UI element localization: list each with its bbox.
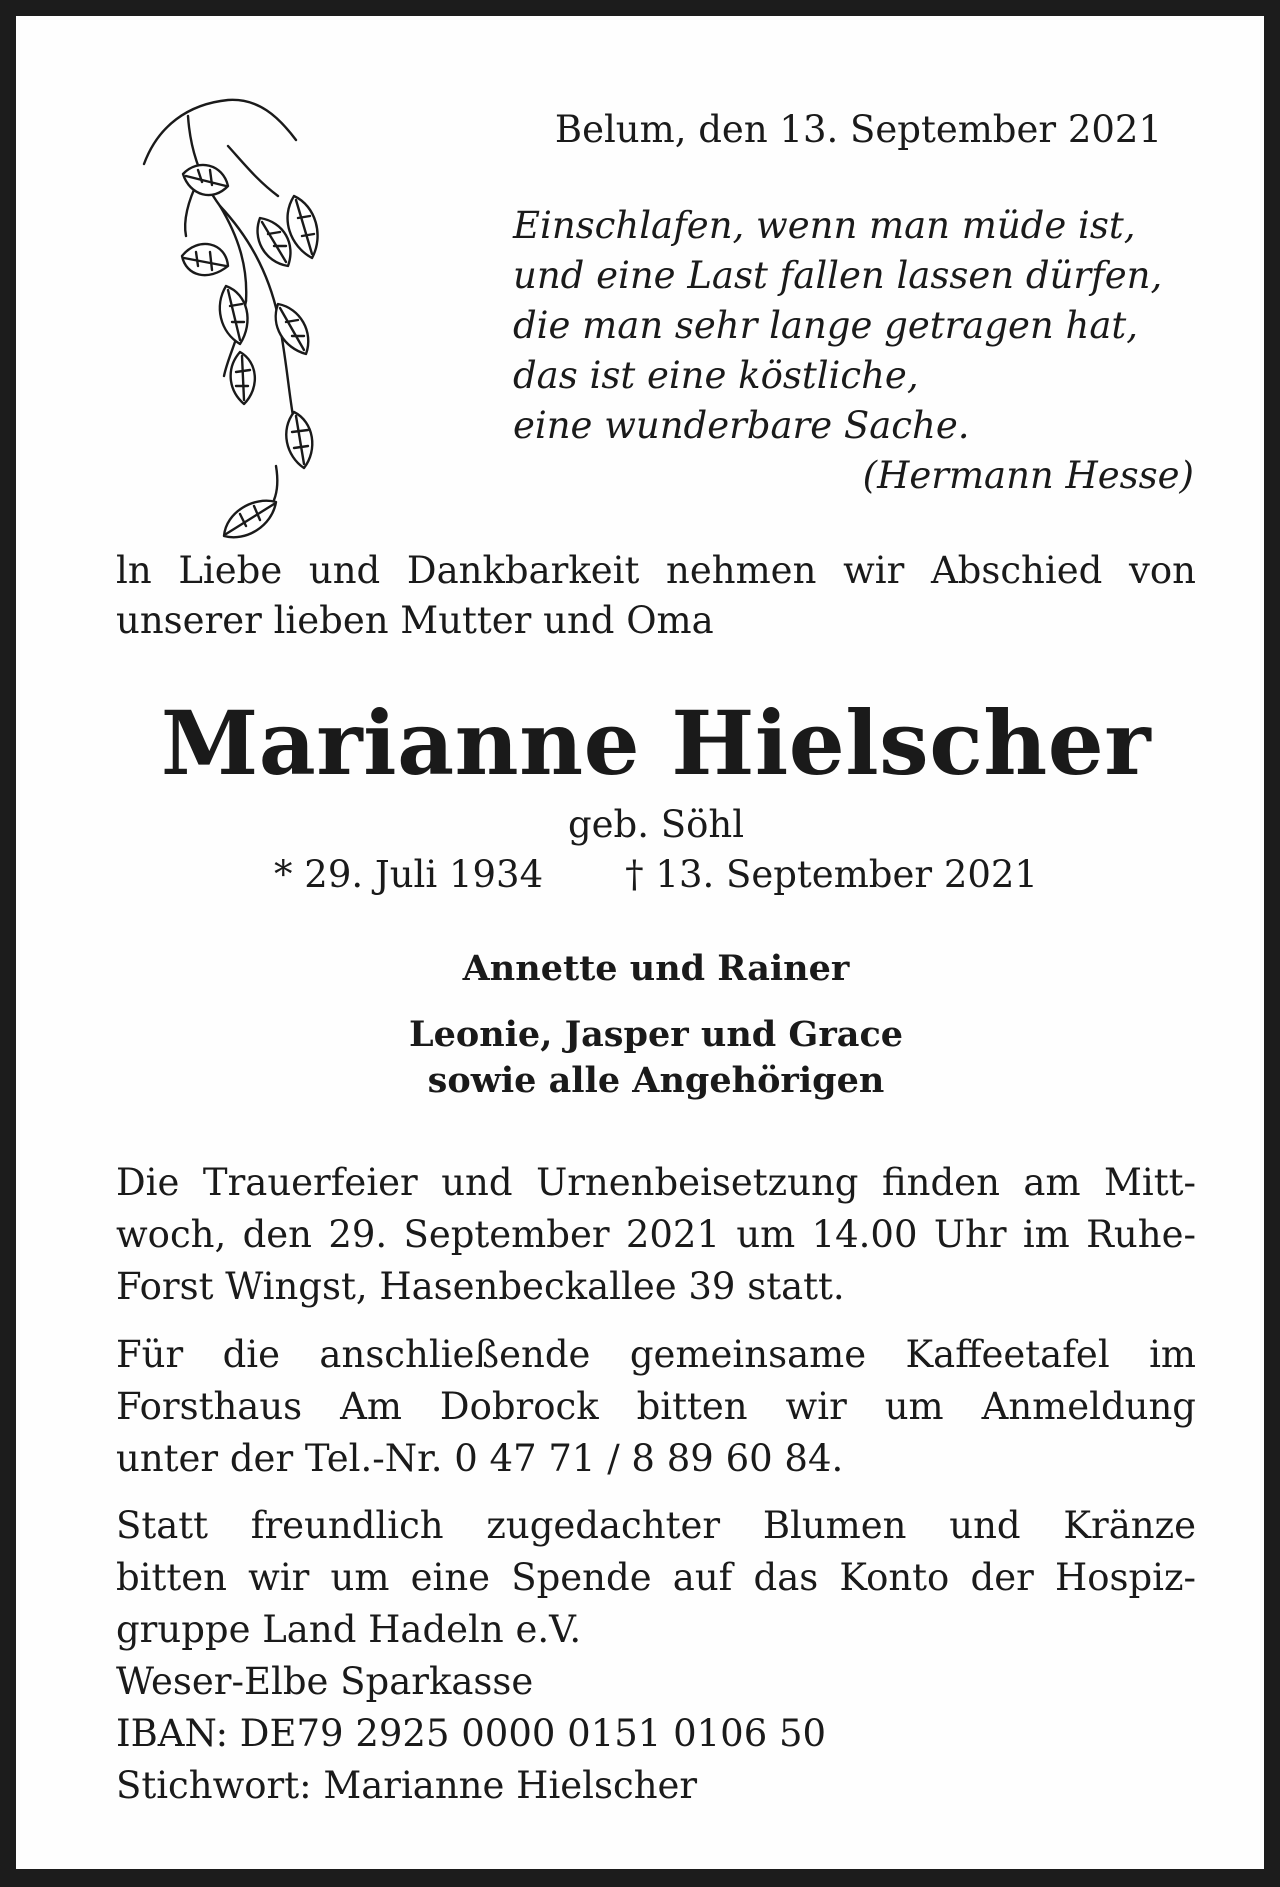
poem-line: und eine Last fallen lassen dürfen,: [513, 254, 1163, 297]
poem-line: das ist eine köstliche,: [513, 354, 919, 397]
mourner-line: sowie alle Angehörigen: [427, 1060, 885, 1101]
poem-line: Einschlafen, wenn man müde ist,: [513, 204, 1136, 247]
poem-line: die man sehr lange getragen hat,: [513, 304, 1139, 347]
poem: [513, 201, 1194, 501]
donation-line: Statt freundlich zugedachter Blumen und Kränze: [116, 1504, 1196, 1547]
donation-paragraph: [116, 1500, 1196, 1812]
coffee-paragraph: [116, 1329, 1196, 1485]
donation-keyword: Stichwort: Marianne Hielscher: [116, 1764, 698, 1807]
life-dates: [16, 852, 1280, 898]
coffee-line: unter der Tel.-Nr. 0 47 71 / 8 89 60 84.: [116, 1437, 844, 1480]
mourner-line: Leonie, Jasper und Grace: [408, 1014, 904, 1055]
bank-name: Weser-Elbe Sparkasse: [116, 1660, 534, 1703]
place-date: Belum, den 13. September 2021: [554, 108, 1162, 151]
ceremony-line: Forst Wingst, Hasenbeckallee 39 statt.: [116, 1265, 845, 1308]
ceremony-paragraph: [116, 1157, 1196, 1313]
poem-author: (Hermann Hesse): [862, 454, 1194, 497]
mourners: [16, 946, 1280, 1104]
death-date: † 13. September 2021: [625, 853, 1038, 896]
donation-line: bitten wir um eine Spende auf das Konto der Hospiz-: [116, 1556, 1196, 1599]
birth-date: * 29. Juli 1934: [274, 853, 544, 896]
birch-branch-icon: [128, 86, 368, 546]
intro-text: ln Liebe und Dankbarkeit nehmen wir Abschied von unserer lieben Mutter und Oma: [116, 549, 1196, 642]
deceased-name: Marianne Hielscher: [160, 691, 1152, 795]
ceremony-line: woch, den 29. September 2021 um 14.00 Uhr im Ruhe-: [116, 1213, 1196, 1256]
donation-line: gruppe Land Hadeln e.V.: [116, 1608, 582, 1651]
coffee-line: Forsthaus Am Dobrock bitten wir um Anmeldung: [116, 1385, 1196, 1428]
birth-name: geb. Söhl: [567, 803, 745, 846]
mourner-line: Annette und Rainer: [462, 948, 850, 989]
iban: IBAN: DE79 2925 0000 0151 0106 50: [116, 1712, 827, 1755]
poem-line: eine wunderbare Sache.: [513, 404, 970, 447]
ceremony-line: Die Trauerfeier und Urnenbeisetzung finden am Mitt-: [116, 1161, 1196, 1204]
coffee-line: Für die anschließende gemeinsame Kaffeetafel im: [116, 1333, 1196, 1376]
